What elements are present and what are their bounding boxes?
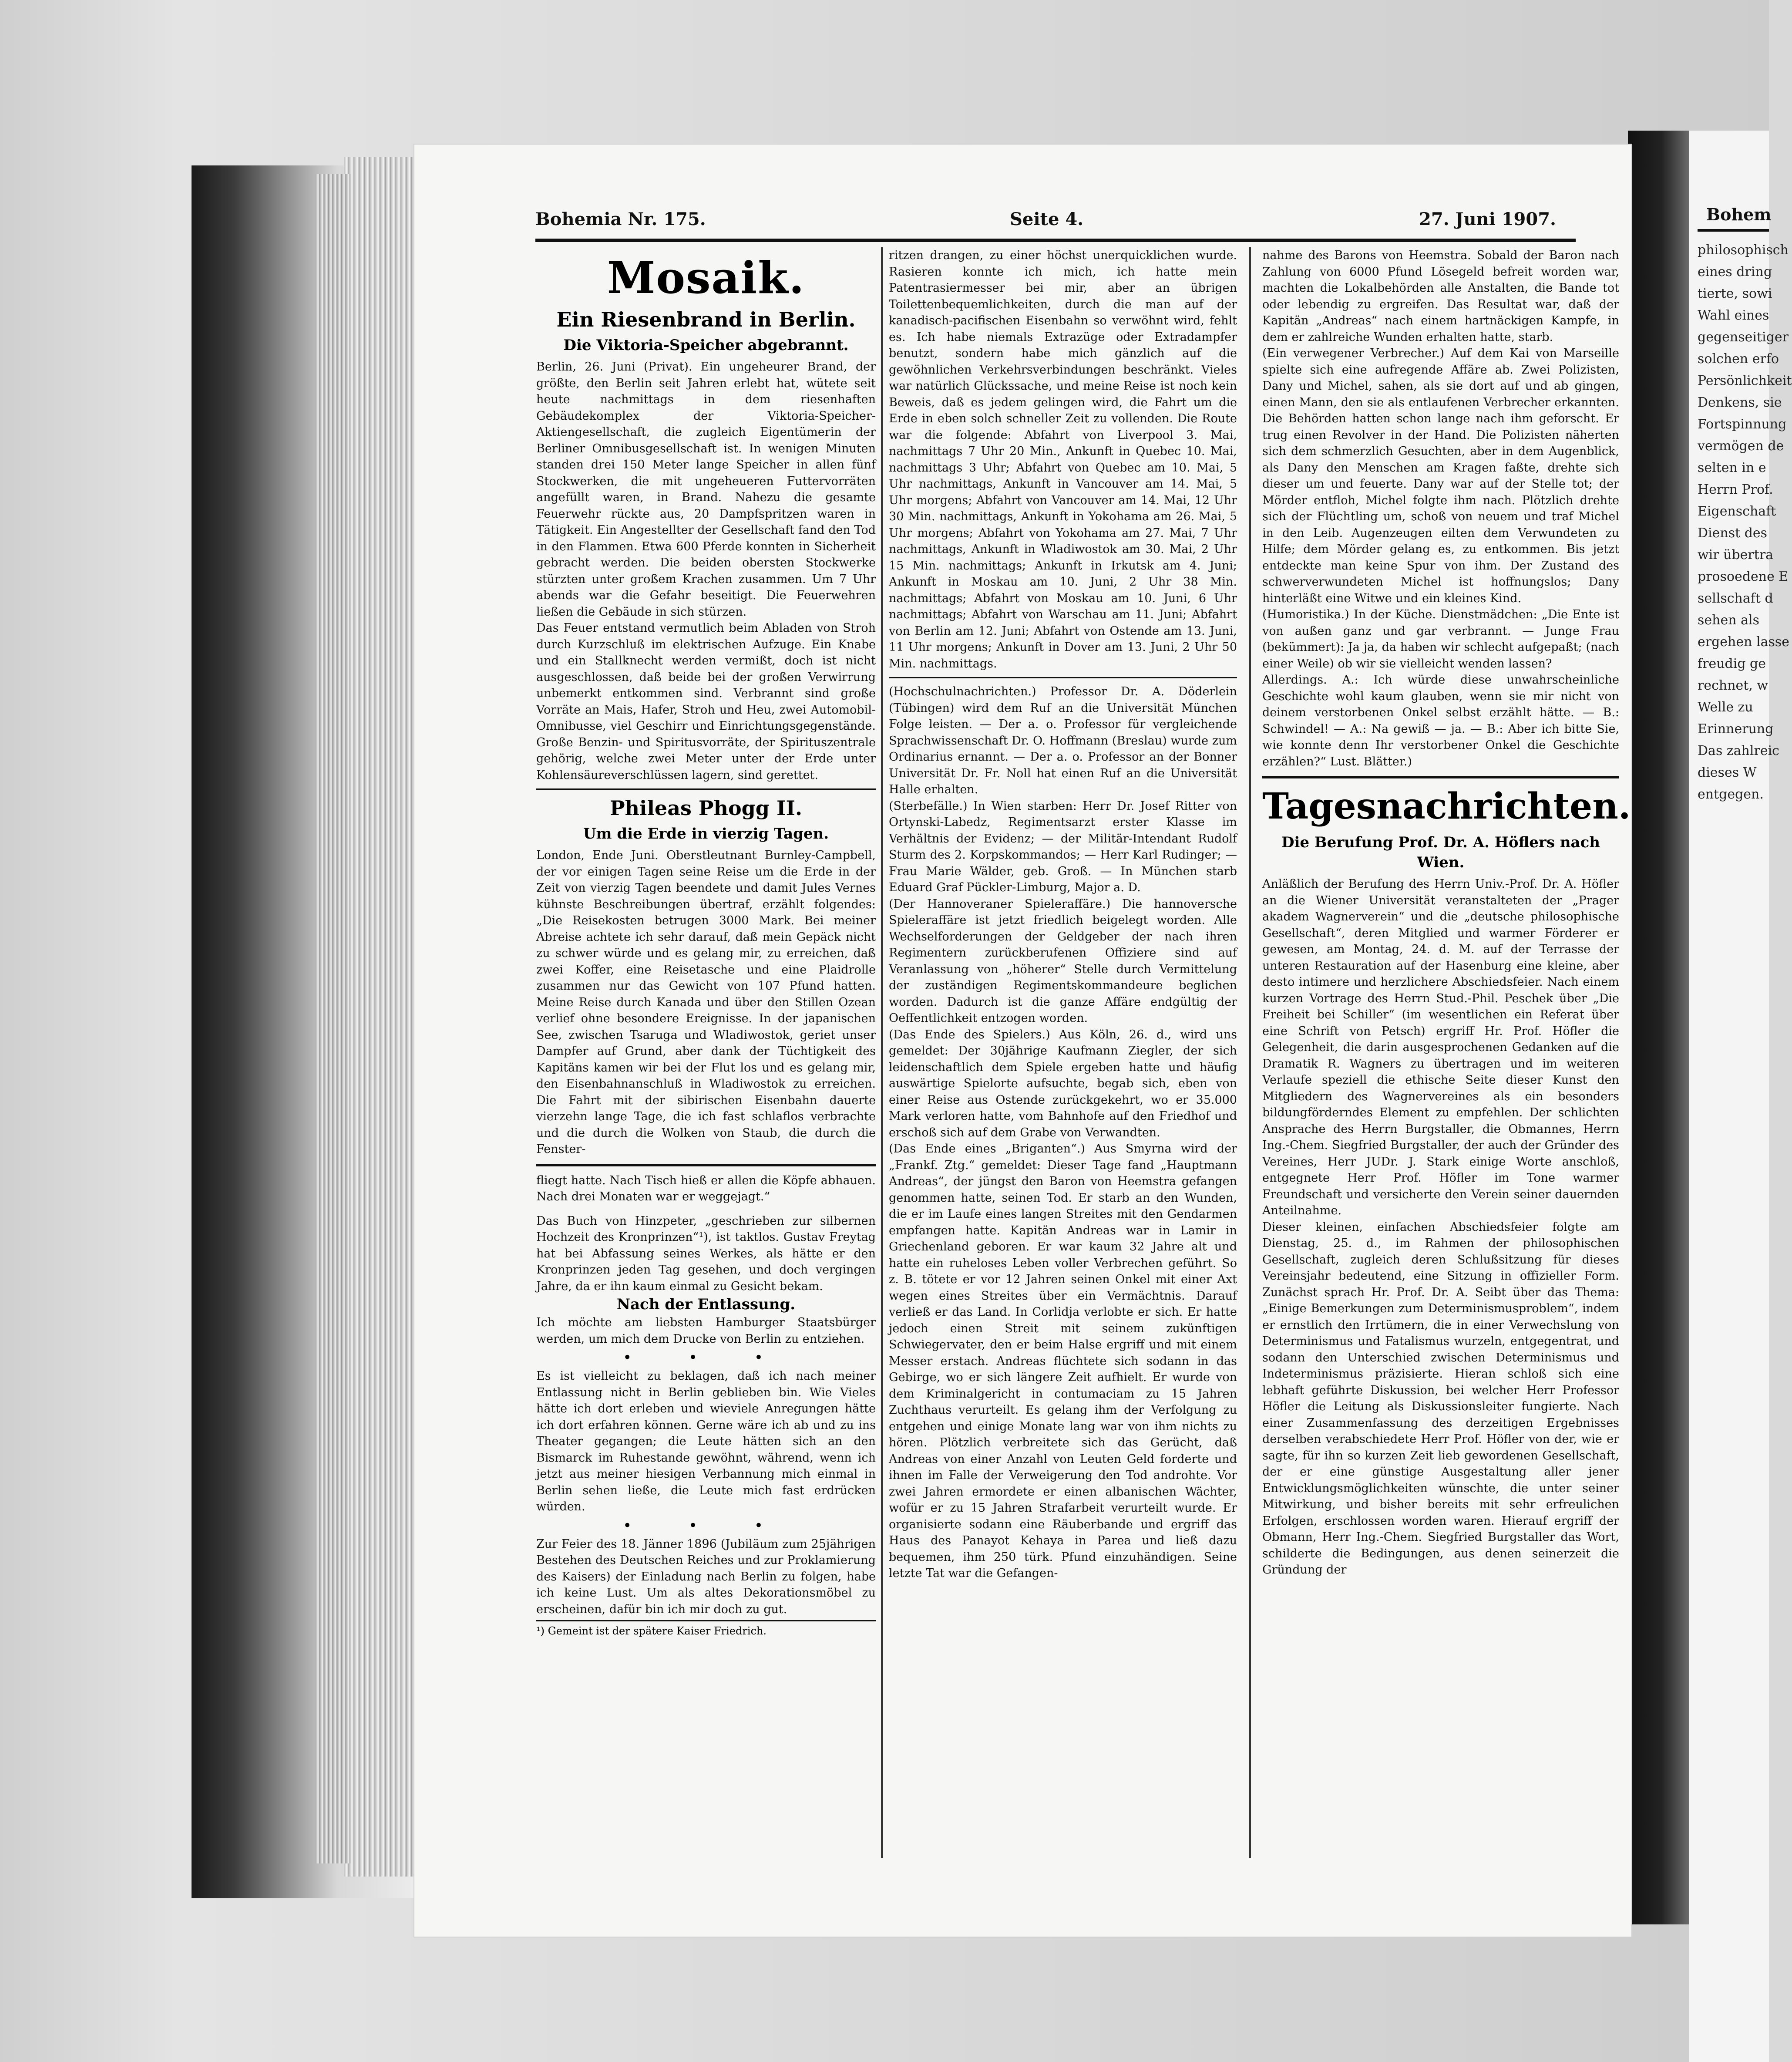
next-page-text: philosophisch eines dring tierte, sowi Wahl eines gegenseitiger solchen erfo Persönlichkeit Denkens, sie Fortspinnung vermögen de selten in e Herrn Prof. Eigenschaft Dienst des wir übertra prosoedene E sellschaft d sehen als ergehen lasse freudig ge rechnet, w Welle zu Erinnerung Das zahlreic dieses W entgegen.: [1698, 243, 1792, 802]
article-paragraph: Berlin, 26. Juni (Privat). Ein ungeheurer Brand, der größte, den Berlin seit Jahren erlebt hat, wütete seit heute nachmittags in dem riesenhaften Gebäudekomplex der Viktoria-Speicher-Aktiengesellschaft, die zugleich Eigentümerin der Berliner Omnibusgesellschaft ist. In wenigen Minuten standen drei 150 Meter lange Speicher in allen fünf Stockwerken, die mit ungeheueren Futtervorräten angefüllt waren, in Brand. Nahezu die gesamte Feuerwehr rückte aus, 20 Dampfspritzen waren in Tätigkeit. Ein Angestellter der Gesellschaft fand den Tod in den Flammen. Etwa 600 Pferde konnten in Sicherheit gebracht werden. Die beiden obersten Stockwerke stürzten unter großem Krachen zusammen. Um 7 Uhr abends war die Gefahr beseitigt. Die Feuerwehren ließen die Gebäude in sich stürzen.: [536, 360, 876, 619]
feuilleton-paragraph: Es ist vielleicht zu beklagen, daß ich nach meiner Entlassung nicht in Berlin geblieben bin. Wie Vieles hätte ich dort erleben und wieviele Anregungen hätte ich dort erfahren können. Gerne wäre ich ab und zu ins Theater gegangen; die Leute hätten sich an den Bismarck im Ruhestande gewöhnt, während, wenn ich jetzt aus meiner hiesigen Verbannung mich einmal in Berlin sehen ließe, die Leute mich fast erdrücken würden.: [536, 1369, 876, 1513]
page-stack-edge-inner: [316, 174, 350, 1863]
article-paragraph: ritzen drangen, zu einer höchst unerquicklichen wurde. Rasieren konnte ich mich, ich hatte mein Patentrasiermesser bei mir, aber an übrigen Toilettenbequemlichkeiten, durch die man auf der kanadisch-pacifischen Eisenbahn so verwöhnt wird, fehlt es. Ich habe niemals Extrazüge oder Extradampfer benutzt, sondern habe mich gänzlich auf die gewöhnlichen Verkehrsverbindungen beschränkt. Vieles war natürlich Glückssache, und meine Reise ist noch kein Beweis, daß es jedem gelingen wird, die Fahrt um die Erde in eben solch schneller Zeit zu vollenden. Die Route war die folgende: Abfahrt von Liverpool 3. Mai, nachmittags 7 Uhr 20 Min., Ankunft in Quebec 10. Mai, nachmittags 3 Uhr; Abfahrt von Quebec am 10. Mai, 5 Uhr nachmittags, Ankunft in Vancouver am 14. Mai, 5 Uhr morgens; Abfahrt von Vancouver am 14. Mai, 12 Uhr 30 Min. nachmittags, Ankunft in Yokohama am 26. Mai, 5 Uhr morgens; Abfahrt von Yokohama am 27. Mai, 7 Uhr nachmittags, Ankunft in Wladiwostok am 30. Mai, 2 Uhr 15 Min. nachmittags; Ankunft in Irkutsk am 4. Juni; Ankunft in Moskau am 10. Juni, 2 Uhr 38 Min. nachmittags; Abfahrt von Moskau am 10. Juni, 6 Uhr nachmittags; Abfahrt von Warschau am 11. Juni; Abfahrt von Berlin am 12. Juni; Abfahrt von Ostende am 13. Juni, 11 Uhr morgens; Ankunft in Dover am 13. Juni, 2 Uhr 50 Min. nachmittags.: [889, 249, 1237, 670]
header-issue: Bohemia Nr. 175.: [535, 209, 706, 229]
column-1: [536, 247, 876, 1638]
newspaper-page: [414, 144, 1632, 1937]
header-date: 27. Juni 1907.: [1419, 209, 1556, 229]
feuilleton-paragraph: Ich möchte am liebsten Hamburger Staatsbürger werden, um mich dem Drucke von Berlin zu entziehen.: [536, 1316, 876, 1346]
feuilleton-paragraph: fliegt hatte. Nach Tisch hieß er allen die Köpfe abhauen. Nach drei Monaten war er weggejagt.“: [536, 1173, 876, 1203]
section-title-tagesnachrichten: Tagesnachrichten.: [1262, 785, 1631, 827]
news-item: (Humoristika.) In der Küche. Dienstmädchen: „Die Ente ist von außen ganz und gar verbrannt. — Junge Frau (bekümmert): Ja ja, da haben wir schlecht aufgepaßt; (nach einer Weile) ob wir sie vielleicht wenden lassen?: [1262, 608, 1619, 670]
column-2: [889, 247, 1237, 1582]
section-title-mosaik: Mosaik.: [607, 252, 805, 303]
article-paragraph: London, Ende Juni. Oberstleutnant Burnley-Campbell, der vor einigen Tagen seine Reise um die Erde in der Zeit von vierzig Tagen beendete und damit Jules Vernes kühnste Beschreibungen übertraf, erzählt folgendes: „Die Reisekosten betrugen 3000 Mark. Bei meiner Abreise achtete ich sehr darauf, daß mein Gepäck nicht zu schwer würde und es gelang mir, zu erreichen, daß zwei Koffer, eine Reisetasche und eine Plaidrolle zusammen nur das Gewicht von 107 Pfund hatten. Meine Reise durch Kanada und über den Stillen Ozean verlief ohne besondere Ereignisse. In der japanischen See, zwischen Tsaruga und Wladiwostok, geriet unser Dampfer auf Grund, aber dank der Tüchtigkeit des Kapitäns kamen wir bei der Flut los und es gelang mir, den Eisenbahnanschluß in Wladiwostok zu erreichen. Die Fahrt mit der sibirischen Eisenbahn dauerte vierzehn lange Tage, die ich fast schlaflos verbrachte und die durch die Wolken von Staub, die durch die Fenster-: [536, 849, 876, 1156]
news-item: (Der Hannoveraner Spieleraffäre.) Die hannoversche Spieleraffäre ist jetzt friedlich beigelegt worden. Alle Wechselforderungen der Geldgeber der nach ihren Regimentern zurückberufenen Offiziere sind auf Veranlassung von „höherer“ Stelle durch Vermittelung der zuständigen Regimentskommandeure beglichen worden. Dadurch ist die ganze Affäre endgültig der Oeffentlichkeit entzogen worden.: [889, 897, 1237, 1025]
article-subheadline: Die Viktoria-Speicher abgebrannt.: [563, 337, 849, 354]
next-page-header-rule: [1698, 229, 1769, 232]
footnote: ¹) Gemeint ist der spätere Kaiser Friedrich.: [536, 1620, 876, 1638]
page-header: [535, 209, 1571, 239]
column-rule-2: [1249, 247, 1251, 1858]
column-rule-1: [881, 247, 883, 1858]
feuilleton-paragraph: Zur Feier des 18. Jänner 1896 (Jubiläum zum 25jährigen Bestehen des Deutschen Reiches und zur Proklamierung des Kaisers) der Einladung nach Berlin zu folgen, habe ich keine Lust. Um als altes Dekorationsmöbel zu erscheinen, dafür bin ich mir doch zu gut.: [536, 1537, 876, 1616]
article-headline: Ein Riesenbrand in Berlin.: [556, 308, 856, 331]
header-page-number: Seite 4.: [1010, 209, 1084, 229]
article-paragraph: Das Feuer entstand vermutlich beim Abladen von Stroh durch Kurzschluß im elektrischen Aufzuge. Ein Knabe und ein Stallknecht werden vermißt, doch ist nicht ausgeschlossen, daß beide bei der großen Verwirrung unbemerkt entkommen sind. Verbrannt sind große Vorräte an Mais, Hafer, Stroh und Heu, zwei Automobil-Omnibusse, viel Geschirr und Einrichtungsgegenstände. Große Benzin- und Spiritusvorräte, der Spirituszentrale gehörig, welche zwei Meter unter der Erde unter Kohlensäureverschlüssen lagern, sind gerettet.: [536, 621, 876, 782]
article-subheadline: Um die Erde in vierzig Tagen.: [583, 825, 829, 842]
news-item: (Das Ende des Spielers.) Aus Köln, 26. d., wird uns gemeldet: Der 30jährige Kaufmann Ziegler, der sich leidenschaftlich dem Spiele ergeben hatte und häufig auswärtige Spielorte aufsuchte, begab sich, eben von einer Reise aus Ostende zurückgekehrt, wo er 35.000 Mark verloren hatte, vom Bahnhofe auf den Friedhof und erschoß sich auf dem Grabe von Verwandten.: [889, 1028, 1237, 1139]
page-stack-edge: [344, 157, 422, 1877]
separator: [536, 788, 876, 790]
news-item: nahme des Barons von Heemstra. Sobald der Baron nach Zahlung von 6000 Pfund Lösegeld befreit worden war, machten die Lokalbehörden alle Anstalten, die Bande tot oder lebendig zu ergreifen. Das Resultat war, daß der Kapitän „Andreas“ nach einem hartnäckigen Kampfe, in dem er zahlreiche Wunden erhalten hatte, starb.: [1262, 249, 1619, 344]
feuilleton-rule: [536, 1164, 876, 1166]
article-paragraph: Dieser kleinen, einfachen Abschiedsfeier folgte am Dienstag, 25. d., im Rahmen der philosophischen Gesellschaft, zugleich deren Schlußsitzung für dieses Vereinsjahr bedeutend, eine Sitzung in offizieller Form. Zunächst sprach Hr. Prof. Dr. A. Seibt über das Thema: „Einige Bemerkungen zum Determinismusproblem“, indem er ernstlich den Irrtümern, die in einer Verwechslung von Determinismus und Fatalismus wurzeln, entgegentrat, und sodann den Unterschied zwischen Determinismus und Indeterminismus präzisierte. Hieran schloß sich eine lebhaft geführte Diskussion, bei welcher Herr Professor Höfler die Leitung als Diskussionsleiter fungierte. Nach einer Zusammenfassung des derzeitigen Ergebnisses derselben verabschiedete Herr Prof. Höfler von der, wie er sagte, für ihn so kurzen Zeit lieb gewordenen Gesellschaft, der er eine günstige Ausgestaltung aller jener Entwicklungsmöglichkeiten wünschte, die unter seiner Mitwirkung, und bisher bereits mit sehr erfreulichen Erfolgen, erschlossen worden waren. Hierauf ergriff der Obmann, Herr Ing.-Chem. Siegfried Burgstaller das Wort, schilderte die Bedingungen, aus denen seinerzeit die Gründung der: [1262, 1220, 1619, 1577]
section-rule: [1262, 776, 1619, 778]
book-binding: [1628, 131, 1689, 1924]
feuilleton-paragraph: Das Buch von Hinzpeter, „geschrieben zur silbernen Hochzeit des Kronprinzen“¹), ist taktlos. Gustav Freytag hat bei Abfassung seines Werkes, als hätte er den Kronprinzen jeden Tag gesehen, und doch vergingen Jahre, da er ihn kaum einmal zu Gesicht bekam.: [536, 1214, 876, 1293]
article-headline: Phileas Phogg II.: [609, 796, 803, 820]
news-item: Allerdings. A.: Ich würde diese unwahrscheinliche Geschichte wohl kaum glauben, wenn sie mir nicht von deinem verstorbenen Onkel selbst erzählt hätte. — B.: Schwindel! — A.: Na gewiß — ja. — B.: Aber ich bitte Sie, wie konnte denn Ihr verstorbener Onkel die Geschichte erzählen?“ Lust. Blätter.): [1262, 673, 1619, 768]
news-item: (Sterbefälle.) In Wien starben: Herr Dr. Josef Ritter von Ortynski-Labedz, Regimentsarzt erster Klasse im Verhältnis der Evidenz; — der Militär-Intendant Rudolf Sturm des 2. Korpskommandos; — Herr Karl Rudinger; — Frau Marie Wälder, geb. Groß. — In München starb Eduard Graf Pückler-Limburg, Major a. D.: [889, 799, 1237, 894]
next-page-fragment: [1689, 131, 1792, 2062]
dots-separator: • • •: [623, 1516, 789, 1534]
article-paragraph: Anläßlich der Berufung des Herrn Univ.-Prof. Dr. A. Höfler an die Wiener Universität veranstalteten der „Prager akadem Wagnerverein“ und die „deutsche philosophische Gesellschaft“, deren Mitglied und warmer Förderer er gewesen, am Montag, 24. d. M. auf der Terrasse der unteren Restauration auf der Hasenburg eine kleine, aber desto intimere und herzlichere Abschiedsfeier. Nach einem kurzen Vortrage des Herrn Stud.-Phil. Peschek über „Die Freiheit bei Schiller“ (im wesentlichen ein Referat über eine Schrift von Petsch) ergriff Hr. Prof. Höfler die Gelegenheit, die darin ausgesprochenen Gedanken auf die Dramatik R. Wagners zu übertragen und im weiteren Verlaufe speziell die ethische Seite dieser Kunst den Mitgliedern des Wagnervereines als ein besonders bildungförderndes Element zu empfehlen. Der schlichten Ansprache des Herrn Burgstaller, die Obmannes, Herrn Ing.-Chem. Siegfried Burgstaller, der auch der Gründer des Vereines, Herr JUDr. J. Stark einige Worte anschloß, entgegnete Herr Prof. Höfler im Tone warmer Freundschaft und versicherte den Verein seiner dauernden Anteilnahme.: [1262, 877, 1619, 1217]
separator: [889, 677, 1237, 678]
column-3: [1262, 247, 1631, 1578]
next-page-header: Bohem: [1706, 205, 1772, 224]
news-item: (Ein verwegener Verbrecher.) Auf dem Kai von Marseille spielte sich eine aufregende Affäre ab. Zwei Polizisten, Dany und Michel, sahen, als sie dort auf und ab gingen, einen Mann, den sie als entlaufenen Verbrecher erkannten. Die Behörden hatten schon lange nach ihm geforscht. Er trug einen Revolver in der Hand. Die Polizisten näherten sich dem schmerzlich Gesuchten, aber in dem Augenblick, als Dany den Menschen am Kragen faßte, drehte sich dieser um und feuerte. Dany war auf der Stelle tot; der Mörder entfloh, Michel folgte ihm nach. Plötzlich drehte sich der Flüchtling um, schoß von neuem und traf Michel in den Leib. Augenzeugen eilten dem Verwundeten zu Hilfe; dem Mörder gelang es, zu entkommen. Bis jetzt entdeckte man keine Spur von ihm. Der Zustand des schwerverwundeten Michel ist hoffnungslos; Dany hinterläßt eine Witwe und ein kleines Kind.: [1262, 347, 1619, 605]
header-rule: [535, 239, 1576, 242]
feuilleton-subheading: Nach der Entlassung.: [616, 1296, 796, 1313]
dots-separator: • • •: [623, 1349, 789, 1366]
article-headline: Die Berufung Prof. Dr. A. Höflers nach Wien.: [1281, 834, 1600, 871]
news-item: (Hochschulnachrichten.) Professor Dr. A. Döderlein (Tübingen) wird dem Ruf an die Universität München Folge leisten. — Der a. o. Professor für vergleichende Sprachwissenschaft Dr. O. Hoffmann (Breslau) wurde zum Ordinarius ernannt. — Der a. o. Professor an der Bonner Universität Dr. Fr. Noll hat einen Ruf an die Universität Halle erhalten.: [889, 685, 1237, 796]
news-item: (Das Ende eines „Briganten“.) Aus Smyrna wird der „Frankf. Ztg.“ gemeldet: Dieser Tage fand „Hauptmann Andreas“, der jüngst den Baron von Heemstra gefangen genommen hatte, seinen Tod. Er starb an den Wunden, die er im Laufe eines langen Streites mit den Gendarmen empfangen hatte. Kapitän Andreas war in Lamir in Griechenland geboren. Er war kaum 32 Jahre alt und hatte ein ruheloses Leben voller Verbrechen geführt. So z. B. tötete er vor 12 Jahren seinen Onkel mit einer Axt wegen eines Streites über ein Vermächtnis. Darauf verließ er das Land. In Corlidja verlobte er sich. Er hatte jedoch einen Streit mit seinem zukünftigen Schwiegervater, den er beim Halse ergriff und mit einem Messer erstach. Andreas flüchtete sich sodann in das Gebirge, wo er sich längere Zeit aufhielt. Er wurde von dem Kriminalgericht in contumaciam zu 15 Jahren Zuchthaus verurteilt. Es gelang ihm der Verfolgung zu entgehen und einige Monate lang war von ihm nichts zu hören. Plötzlich verbreitete sich das Gerücht, daß Andreas von einer Anzahl von Leuten Geld forderte und ihnen im Falle der Verweigerung den Tod androhte. Vor zwei Jahren ermordete er einen albanischen Wächter, wofür er zu 15 Jahren Strafarbeit verurteilt wurde. Er organisierte sodann eine Räuberbande und ergriff das Haus des Panayot Kehaya in Parea und ließ dazu bequemen, ihm 250 türk. Pfund einzuhändigen. Seine letzte Tat war die Gefangen-: [889, 1142, 1237, 1580]
